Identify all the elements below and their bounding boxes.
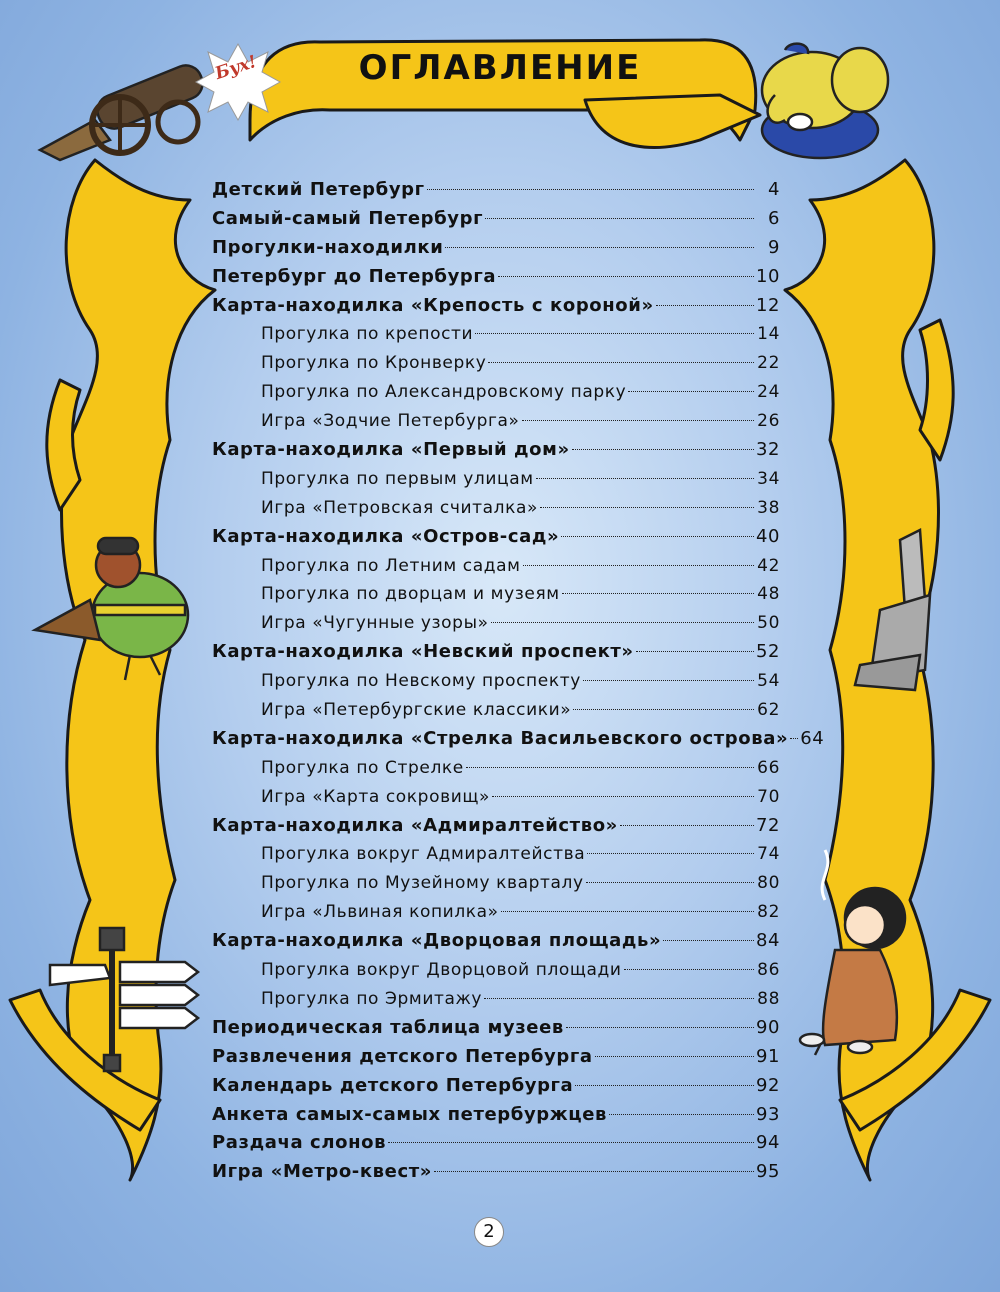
toc-entry-label: Самый-самый Петербург xyxy=(212,207,484,229)
toc-entry-label: Детский Петербург xyxy=(212,179,425,200)
toc-entry-page: 34 xyxy=(757,468,780,489)
toc-entry-label: Игра «Метро-квест» xyxy=(212,1161,433,1183)
toc-leader-dots xyxy=(566,1027,754,1028)
toc-leader-dots xyxy=(484,998,754,999)
toc-leader-dots xyxy=(609,1114,754,1115)
toc-entry-page: 84 xyxy=(756,930,781,952)
toc-entry-label: Игра «Петровская считалка» xyxy=(261,497,538,518)
toc-entry-label: Карта-находилка «Крепость с короной» xyxy=(212,294,654,316)
toc-entry-page: 4 xyxy=(767,179,780,200)
toc-subentry[interactable] xyxy=(212,349,780,378)
toc-subentry[interactable] xyxy=(212,552,780,581)
toc-leader-dots xyxy=(388,1142,754,1143)
toc-entry[interactable] xyxy=(212,436,780,465)
toc-entry-page: 72 xyxy=(756,814,781,836)
toc-entry-page: 40 xyxy=(756,525,781,547)
toc-entry-label: Прогулка по Невскому проспекту xyxy=(261,671,581,692)
sound-effect-text: Бух! xyxy=(212,51,260,85)
toc-entry-label: Календарь детского Петербурга xyxy=(212,1074,574,1096)
toc-subentry[interactable] xyxy=(212,783,780,812)
toc-entry-label: Прогулка по Летним садам xyxy=(261,555,521,576)
toc-subentry[interactable] xyxy=(212,956,780,985)
toc-entry-page: 90 xyxy=(756,1016,781,1038)
toc-entry-label: Карта-находилка «Невский проспект» xyxy=(212,641,634,663)
table-of-contents xyxy=(212,176,825,1187)
toc-entry[interactable] xyxy=(212,263,780,292)
toc-subentry[interactable] xyxy=(212,609,780,638)
page-title: ОГЛАВЛЕНИЕ xyxy=(358,48,642,88)
toc-leader-dots xyxy=(491,622,754,623)
toc-entry[interactable] xyxy=(212,523,780,552)
toc-subentry[interactable] xyxy=(212,696,780,725)
toc-leader-dots xyxy=(573,709,754,710)
toc-leader-dots xyxy=(488,362,754,363)
toc-leader-dots xyxy=(575,1085,754,1086)
toc-entry-page: 52 xyxy=(756,641,781,663)
toc-entry-page: 10 xyxy=(756,265,781,287)
toc-entry-label: Игра «Зодчие Петербурга» xyxy=(261,411,520,432)
toc-entry-page: 86 xyxy=(757,960,780,981)
toc-entry-page: 64 xyxy=(800,727,825,749)
toc-entry-page: 54 xyxy=(757,671,780,692)
toc-leader-dots xyxy=(498,276,754,277)
toc-entry-page: 80 xyxy=(757,873,780,894)
toc-entry-label: Игра «Львиная копилка» xyxy=(261,902,499,923)
toc-entry-label: Прогулка по Музейному кварталу xyxy=(261,873,584,894)
toc-entry-label: Прогулка по Стрелке xyxy=(261,757,464,778)
toc-entry-page: 38 xyxy=(757,497,780,518)
toc-entry-page: 24 xyxy=(757,382,780,403)
toc-entry-label: Анкета самых-самых петербуржцев xyxy=(212,1103,608,1125)
toc-entry-label: Карта-находилка «Дворцовая площадь» xyxy=(212,930,662,952)
toc-entry-page: 92 xyxy=(756,1074,781,1096)
toc-entry[interactable] xyxy=(212,812,780,841)
toc-leader-dots xyxy=(466,767,754,768)
toc-entry-label: Развлечения детского Петербурга xyxy=(212,1045,593,1067)
toc-entry-page: 12 xyxy=(756,294,781,316)
toc-leader-dots xyxy=(475,333,754,334)
toc-entry-page: 48 xyxy=(757,584,780,605)
elephant-icon xyxy=(762,44,888,158)
toc-subentry[interactable] xyxy=(212,320,780,349)
toc-entry[interactable] xyxy=(212,205,780,234)
toc-entry[interactable] xyxy=(212,1158,780,1187)
toc-leader-dots xyxy=(587,853,754,854)
toc-subentry[interactable] xyxy=(212,898,780,927)
toc-entry-page: 6 xyxy=(767,207,780,229)
toc-subentry[interactable] xyxy=(212,985,780,1014)
toc-entry-page: 26 xyxy=(757,411,780,432)
toc-leader-dots xyxy=(522,420,754,421)
toc-entry-page: 94 xyxy=(756,1132,781,1154)
toc-subentry[interactable] xyxy=(212,407,780,436)
toc-entry-page: 14 xyxy=(757,324,780,345)
page-number: 2 xyxy=(474,1217,504,1247)
toc-entry-page: 62 xyxy=(757,700,780,721)
toc-leader-dots xyxy=(501,911,754,912)
toc-leader-dots xyxy=(656,305,754,306)
toc-entry-label: Прогулка по Кронверку xyxy=(261,353,487,374)
toc-leader-dots xyxy=(583,680,754,681)
toc-subentry[interactable] xyxy=(212,465,780,494)
toc-entry-label: Прогулка по первым улицам xyxy=(261,468,534,489)
toc-leader-dots xyxy=(562,593,754,594)
toc-subentry[interactable] xyxy=(212,754,780,783)
toc-entry[interactable] xyxy=(212,1072,780,1101)
toc-leader-dots xyxy=(561,536,754,537)
toc-subentry[interactable] xyxy=(212,667,780,696)
toc-entry[interactable] xyxy=(212,1014,780,1043)
toc-entry-label: Карта-находилка «Адмиралтейство» xyxy=(212,814,618,836)
toc-entry-label: Прогулка вокруг Адмиралтейства xyxy=(261,844,586,865)
toc-entry-page: 50 xyxy=(757,613,780,634)
toc-leader-dots xyxy=(595,1056,754,1057)
toc-leader-dots xyxy=(620,825,754,826)
toc-leader-dots xyxy=(536,478,754,479)
toc-entry-page: 22 xyxy=(757,353,780,374)
toc-entry-page: 82 xyxy=(757,902,780,923)
toc-entry-page: 74 xyxy=(757,844,780,865)
toc-entry[interactable] xyxy=(212,292,780,321)
toc-entry[interactable] xyxy=(212,1043,780,1072)
toc-entry-label: Карта-находилка «Первый дом» xyxy=(212,439,570,461)
toc-entry-page: 93 xyxy=(756,1103,781,1125)
cannon-icon xyxy=(40,61,207,160)
toc-entry-label: Прогулка по Эрмитажу xyxy=(261,988,483,1009)
toc-subentry[interactable] xyxy=(212,494,780,523)
toc-entry[interactable] xyxy=(212,234,780,263)
toc-leader-dots xyxy=(540,507,754,508)
toc-entry-page: 66 xyxy=(757,757,780,778)
toc-entry-page: 9 xyxy=(767,236,780,258)
toc-entry[interactable] xyxy=(212,927,780,956)
toc-entry[interactable] xyxy=(212,725,825,754)
toc-entry-label: Карта-находилка «Стрелка Васильевского острова» xyxy=(212,727,789,749)
toc-entry[interactable] xyxy=(212,176,780,205)
toc-entry-label: Игра «Петербургские классики» xyxy=(261,700,572,721)
toc-entry-page: 70 xyxy=(757,786,780,807)
toc-leader-dots xyxy=(434,1171,754,1172)
toc-entry-label: Прогулка по дворцам и музеям xyxy=(261,584,560,605)
toc-entry-page: 42 xyxy=(757,555,780,576)
toc-leader-dots xyxy=(628,391,754,392)
toc-leader-dots xyxy=(663,940,754,941)
toc-subentry[interactable] xyxy=(212,580,780,609)
toc-leader-dots xyxy=(492,796,754,797)
toc-leader-dots xyxy=(586,882,754,883)
toc-entry-label: Игра «Карта сокровищ» xyxy=(261,786,490,807)
toc-leader-dots xyxy=(790,738,798,739)
toc-entry[interactable] xyxy=(212,1101,780,1130)
toc-leader-dots xyxy=(427,189,754,190)
toc-subentry[interactable] xyxy=(212,378,780,407)
toc-entry-label: Периодическая таблица музеев xyxy=(212,1016,564,1038)
toc-entry-label: Игра «Чугунные узоры» xyxy=(261,613,489,634)
toc-entry-page: 32 xyxy=(756,439,781,461)
toc-subentry[interactable] xyxy=(212,869,780,898)
toc-entry-label: Прогулки-находилки xyxy=(212,236,444,258)
toc-leader-dots xyxy=(572,449,754,450)
toc-entry-label: Карта-находилка «Остров-сад» xyxy=(212,525,560,547)
toc-entry-label: Петербург до Петербурга xyxy=(212,265,497,287)
toc-entry-page: 91 xyxy=(756,1045,781,1067)
toc-entry-label: Раздача слонов xyxy=(212,1132,387,1154)
toc-entry[interactable] xyxy=(212,1129,780,1158)
toc-subentry[interactable] xyxy=(212,840,780,869)
toc-entry-page: 88 xyxy=(757,988,780,1009)
toc-entry-label: Прогулка по крепости xyxy=(261,324,474,345)
toc-leader-dots xyxy=(485,218,754,219)
toc-entry-label: Прогулка вокруг Дворцовой площади xyxy=(261,960,622,981)
toc-entry-page: 95 xyxy=(756,1161,781,1183)
toc-entry[interactable] xyxy=(212,638,780,667)
toc-entry-label: Прогулка по Александровскому парку xyxy=(261,382,627,403)
toc-leader-dots xyxy=(523,565,754,566)
toc-leader-dots xyxy=(636,651,754,652)
toc-leader-dots xyxy=(445,247,754,248)
toc-leader-dots xyxy=(624,969,754,970)
